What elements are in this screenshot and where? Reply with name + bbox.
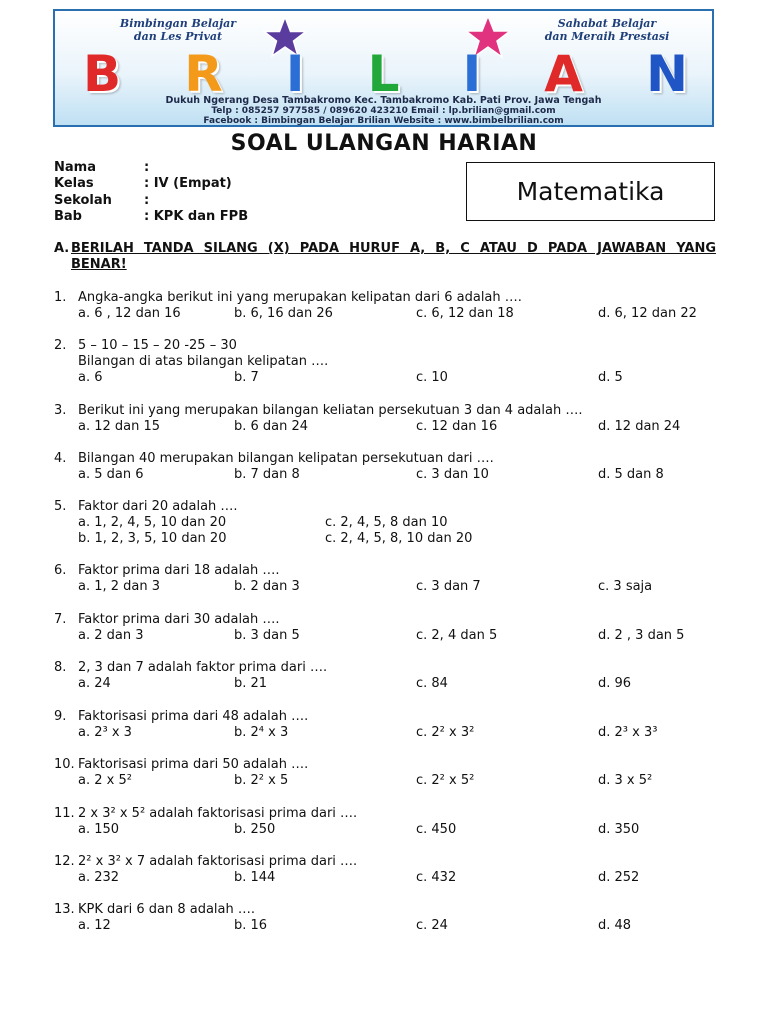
answer-option[interactable]: b. 144: [234, 870, 276, 885]
question-number: 1.: [54, 290, 67, 305]
answer-option[interactable]: d. 252: [598, 870, 640, 885]
question-number: 3.: [54, 403, 67, 418]
question-number: 8.: [54, 660, 67, 675]
question-text: 5 – 10 – 15 – 20 -25 – 30: [78, 338, 237, 353]
header-banner: [53, 9, 714, 127]
answer-option[interactable]: c. 12 dan 16: [416, 419, 498, 434]
answer-option[interactable]: b. 7: [234, 370, 259, 385]
answer-option[interactable]: c. 2² x 5²: [416, 773, 475, 788]
answer-option[interactable]: d. 2 , 3 dan 5: [598, 628, 685, 643]
question-number: 9.: [54, 709, 67, 724]
right-tagline-line-2: dan Meraih Prestasi: [544, 30, 670, 43]
question-text: 2² x 3² x 7 adalah faktorisasi prima dari ….: [78, 854, 358, 869]
answer-option[interactable]: a. 150: [78, 822, 120, 837]
identity-label: Nama: [54, 160, 96, 175]
answer-option[interactable]: c. 84: [416, 676, 448, 691]
subject-box: [466, 162, 715, 221]
identity-label: Kelas: [54, 176, 94, 191]
answer-option[interactable]: d. 96: [598, 676, 632, 691]
identity-value: : KPK dan FPB: [144, 209, 249, 224]
answer-option[interactable]: a. 1, 2, 4, 5, 10 dan 20: [78, 515, 227, 530]
question-text: Faktor dari 20 adalah ….: [78, 499, 238, 514]
question-text: 2, 3 dan 7 adalah faktor prima dari ….: [78, 660, 328, 675]
answer-option[interactable]: c. 2, 4 dan 5: [416, 628, 498, 643]
brand-letter: B: [83, 45, 122, 103]
question-number: 6.: [54, 563, 67, 578]
answer-option[interactable]: d. 350: [598, 822, 640, 837]
brand-letter: N: [646, 45, 688, 103]
answer-option[interactable]: b. 1, 2, 3, 5, 10 dan 20: [78, 531, 227, 546]
answer-option[interactable]: d. 48: [598, 918, 632, 933]
answer-option[interactable]: b. 3 dan 5: [234, 628, 300, 643]
answer-option[interactable]: b. 6, 16 dan 26: [234, 306, 333, 321]
identity-value: :: [144, 193, 150, 208]
question-text: Angka-angka berikut ini yang merupakan kelipatan dari 6 adalah ….: [78, 290, 522, 305]
question-number: 13.: [54, 902, 75, 917]
answer-option[interactable]: d. 12 dan 24: [598, 419, 681, 434]
question-number: 12.: [54, 854, 75, 869]
answer-option[interactable]: c. 2, 4, 5, 8, 10 dan 20: [325, 531, 473, 546]
answer-option[interactable]: a. 1, 2 dan 3: [78, 579, 161, 594]
left-tagline: [113, 17, 243, 43]
question-number: 10.: [54, 757, 75, 772]
answer-option[interactable]: c. 450: [416, 822, 457, 837]
address-line: Dukuh Ngerang Desa Tambakromo Kec. Tambakromo Kab. Pati Prov. Jawa Tengah: [165, 95, 602, 106]
question-text: 2 x 3² x 5² adalah faktorisasi prima dari ….: [78, 806, 358, 821]
question-text: Faktor prima dari 18 adalah ….: [78, 563, 280, 578]
answer-option[interactable]: a. 12 dan 15: [78, 419, 161, 434]
answer-option[interactable]: d. 6, 12 dan 22: [598, 306, 697, 321]
instruction-line-2: BENAR!: [71, 257, 127, 272]
question-text: Berikut ini yang merupakan bilangan keliatan persekutuan 3 dan 4 adalah ….: [78, 403, 583, 418]
contact-line: Telp : 085257 977585 / 089620 423210 Email : lp.brilian@gmail.com: [211, 106, 556, 116]
answer-option[interactable]: b. 21: [234, 676, 268, 691]
answer-option[interactable]: c. 3 dan 10: [416, 467, 489, 482]
brand-letter: I: [285, 45, 305, 103]
question-text: Faktor prima dari 30 adalah ….: [78, 612, 280, 627]
section-instruction: [54, 241, 716, 273]
brand-letter: A: [544, 45, 583, 103]
answer-option[interactable]: a. 2 x 5²: [78, 773, 132, 788]
question-text: Bilangan 40 merupakan bilangan kelipatan persekutuan dari ….: [78, 451, 494, 466]
question-number: 7.: [54, 612, 67, 627]
right-tagline: [542, 17, 672, 43]
answer-option[interactable]: a. 6: [78, 370, 103, 385]
left-tagline-line-2: dan Les Privat: [133, 30, 223, 43]
answer-option[interactable]: a. 5 dan 6: [78, 467, 144, 482]
page-title: SOAL ULANGAN HARIAN: [230, 131, 538, 156]
answer-option[interactable]: a. 6 , 12 dan 16: [78, 306, 181, 321]
identity-value: :: [144, 160, 150, 175]
social-line: Facebook : Bimbingan Belajar Brilian Website : www.bimbelbrilian.com: [203, 116, 564, 126]
answer-option[interactable]: a. 232: [78, 870, 120, 885]
answer-option[interactable]: c. 432: [416, 870, 457, 885]
answer-option[interactable]: d. 5 dan 8: [598, 467, 664, 482]
question-number: 11.: [54, 806, 75, 821]
identity-label: Bab: [54, 209, 82, 224]
answer-option[interactable]: c. 2² x 3²: [416, 725, 475, 740]
answer-option[interactable]: a. 24: [78, 676, 111, 691]
answer-option[interactable]: b. 250: [234, 822, 276, 837]
answer-option[interactable]: c. 3 dan 7: [416, 579, 481, 594]
brand-letter: I: [462, 45, 482, 103]
answer-option[interactable]: d. 5: [598, 370, 623, 385]
question-text: Bilangan di atas bilangan kelipatan ….: [78, 354, 329, 369]
answer-option[interactable]: a. 2 dan 3: [78, 628, 144, 643]
brand-letter: R: [184, 45, 223, 103]
brand-letter: L: [367, 45, 400, 103]
answer-option[interactable]: b. 6 dan 24: [234, 419, 309, 434]
answer-option[interactable]: a. 2³ x 3: [78, 725, 132, 740]
question-text: KPK dari 6 dan 8 adalah ….: [78, 902, 255, 917]
answer-option[interactable]: b. 2² x 5: [234, 773, 289, 788]
question-text: Faktorisasi prima dari 48 adalah ….: [78, 709, 309, 724]
answer-option[interactable]: c. 2, 4, 5, 8 dan 10: [325, 515, 448, 530]
answer-option[interactable]: b. 7 dan 8: [234, 467, 300, 482]
question-number: 4.: [54, 451, 67, 466]
answer-option[interactable]: c. 10: [416, 370, 448, 385]
answer-option[interactable]: c. 3 saja: [598, 579, 653, 594]
section-number: A.: [54, 241, 70, 256]
subject-label: Matematika: [516, 177, 665, 206]
question-number: 2.: [54, 338, 67, 353]
identity-label: Sekolah: [54, 193, 112, 208]
answer-option[interactable]: c. 24: [416, 918, 448, 933]
answer-option[interactable]: b. 16: [234, 918, 268, 933]
answer-option[interactable]: d. 3 x 5²: [598, 773, 653, 788]
identity-value: : IV (Empat): [144, 176, 232, 191]
answer-option[interactable]: a. 12: [78, 918, 111, 933]
question-text: Faktorisasi prima dari 50 adalah ….: [78, 757, 309, 772]
question-number: 5.: [54, 499, 67, 514]
right-tagline-line-1: Sahabat Belajar: [557, 17, 657, 30]
instruction-line-1: BERILAH TANDA SILANG (X) PADA HURUF A, B, C ATAU D PADA JAWABAN YANG: [71, 241, 716, 256]
answer-option[interactable]: b. 2 dan 3: [234, 579, 300, 594]
answer-option[interactable]: b. 2⁴ x 3: [234, 725, 289, 740]
answer-option[interactable]: c. 6, 12 dan 18: [416, 306, 514, 321]
left-tagline-line-1: Bimbingan Belajar: [119, 17, 237, 30]
answer-option[interactable]: d. 2³ x 3³: [598, 725, 658, 740]
